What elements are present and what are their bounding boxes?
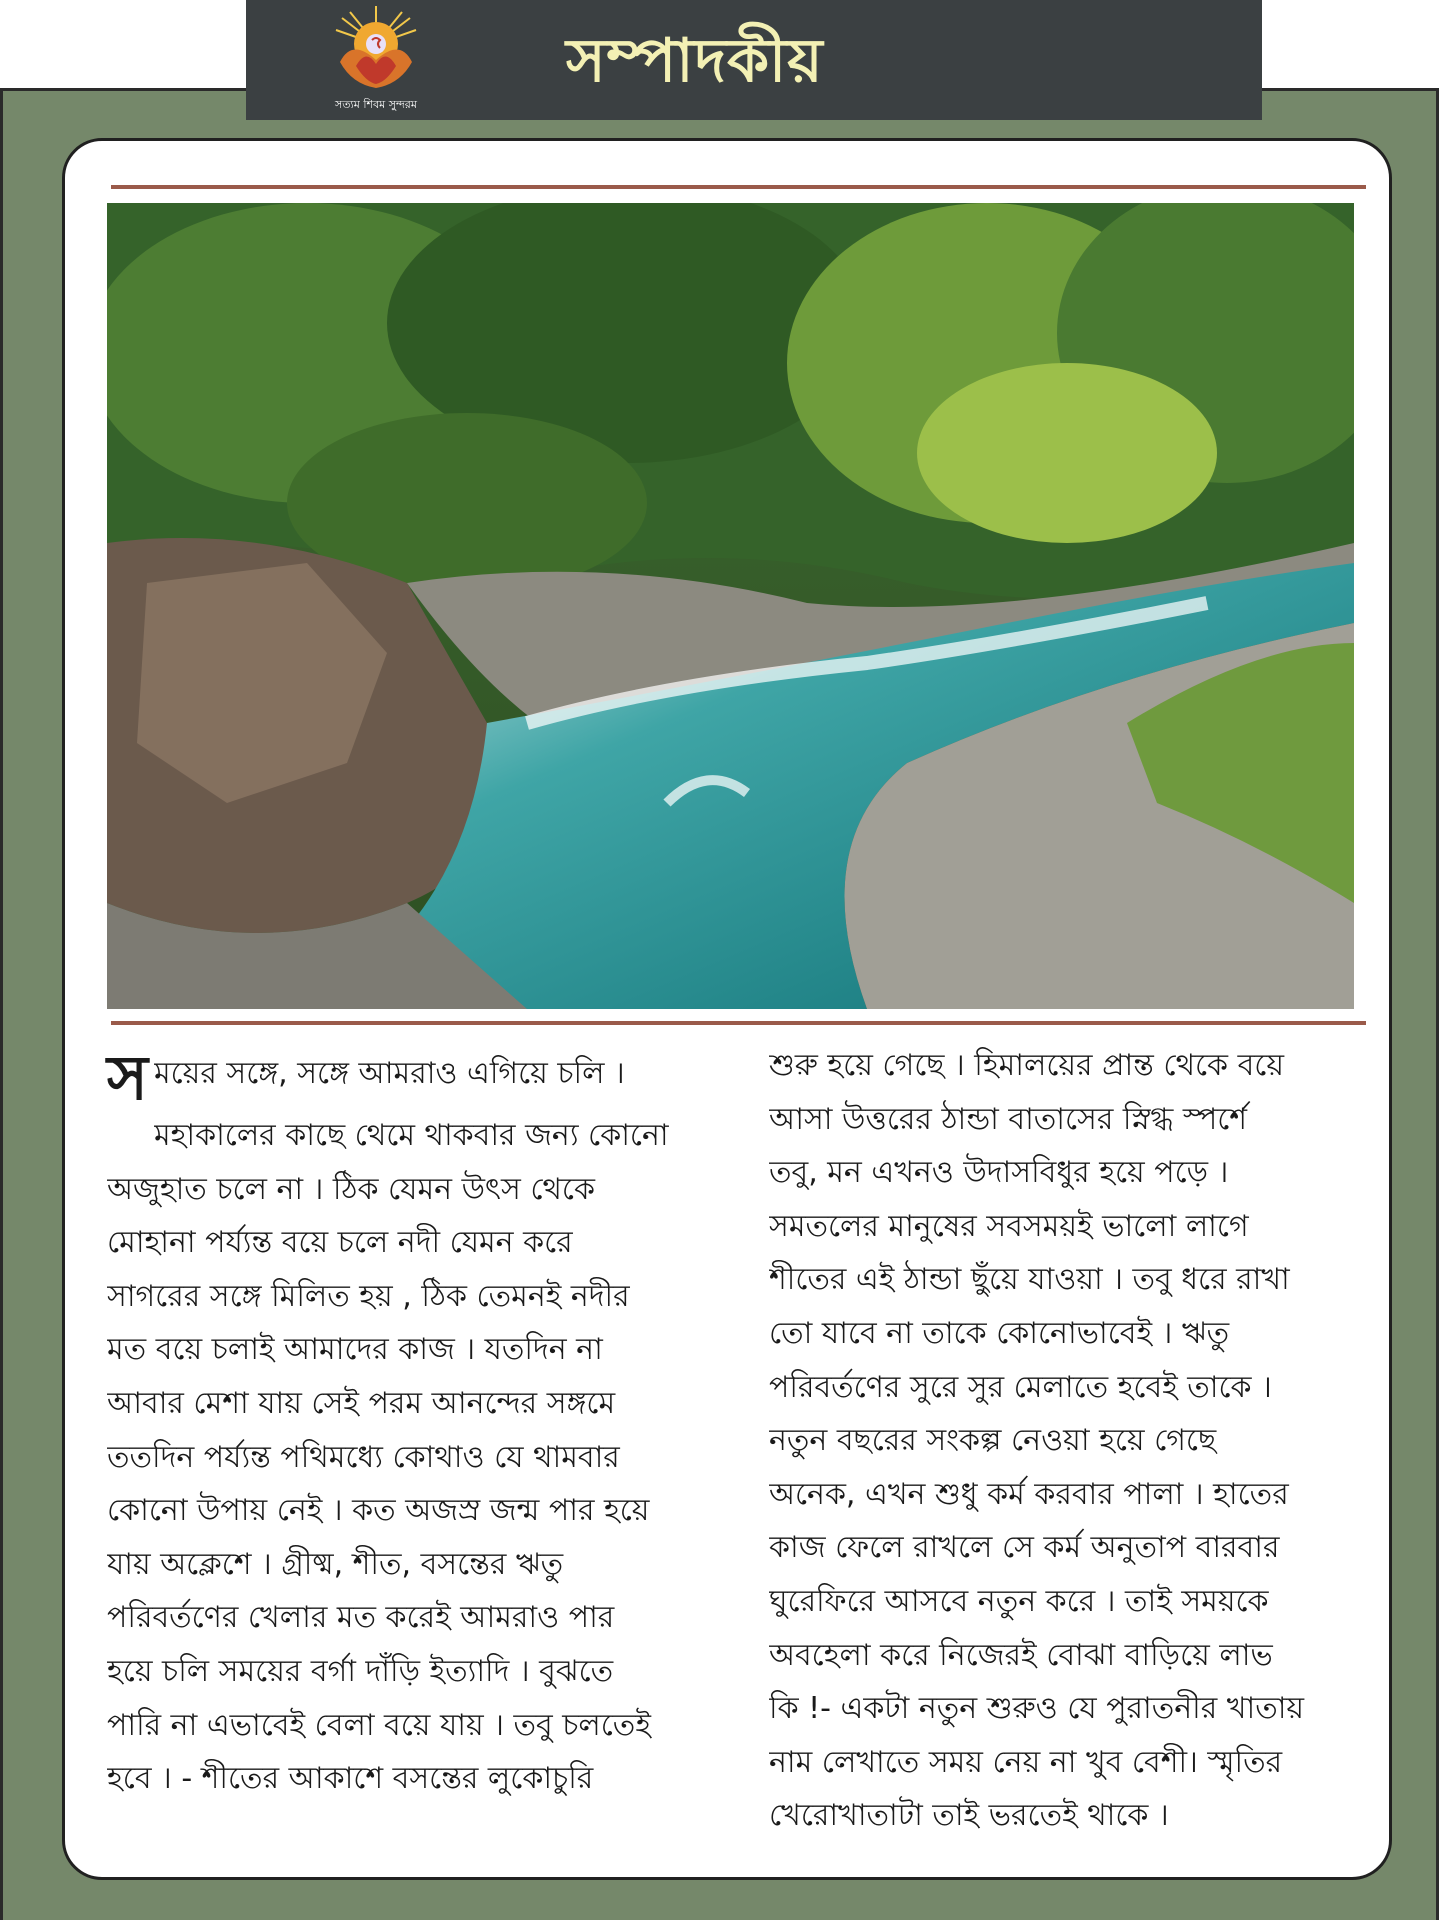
article-line: অজুহাত চলে না । ঠিক যেমন উৎস থেকে xyxy=(107,1171,595,1207)
article-line: শীতের এই ঠান্ডা ছুঁয়ে যাওয়া । তবু ধরে রাখা xyxy=(769,1262,1290,1298)
drop-cap: স xyxy=(107,1041,148,1114)
article-line: খেরোখাতাটা তাই ভরতেই থাকে । xyxy=(769,1798,1169,1834)
article-column-left xyxy=(107,1039,707,1806)
page-title: সম্পাদকীয় xyxy=(566,26,824,96)
logo-caption: সত্যম শিবম সুন্দরম xyxy=(335,98,417,111)
article-line: তবু, মন এখনও উদাসবিধুর হয়ে পড়ে । xyxy=(769,1155,1229,1191)
article-line: কোনো উপায় নেই । কত অজস্র জন্ম পার হয়ে xyxy=(107,1493,650,1529)
article-line: অনেক, এখন শুধু কর্ম করবার পালা । হাতের xyxy=(769,1476,1289,1512)
article-line: হয়ে চলি সময়ের বর্গা দাঁড়ি ইত্যাদি । বুঝতে xyxy=(107,1653,614,1689)
river-landscape-photo xyxy=(107,203,1354,1009)
article-line: তো যাবে না তাকে কোনোভাবেই । ঋতু xyxy=(769,1315,1230,1351)
article-line: নাম লেখাতে সময় নেয় না খুব বেশী। স্মৃতির xyxy=(769,1744,1283,1780)
article-line: আসা উত্তরের ঠান্ডা বাতাসের স্নিগ্ধ স্পর্শে xyxy=(769,1101,1248,1137)
article-line: পারি না এভাবেই বেলা বয়ে যায় । তবু চলতেই xyxy=(107,1707,651,1743)
article-line: শুরু হয়ে গেছে । হিমালয়ের প্রান্ত থেকে বয়ে xyxy=(769,1048,1284,1083)
article-line: হবে । - শীতের আকাশে বসন্তের লুকোচুরি xyxy=(107,1761,594,1797)
article-line: সাগরের সঙ্গে মিলিত হয় , ঠিক তেমনই নদীর xyxy=(107,1278,630,1314)
lotus-om-icon xyxy=(328,4,424,96)
article-line: মহাকালের কাছে থেমে থাকবার জন্য কোনো xyxy=(153,1118,669,1153)
editorial-card xyxy=(62,138,1392,1880)
article-line: কাজ ফেলে রাখলে সে কর্ম অনুতাপ বারবার xyxy=(769,1530,1280,1566)
article-line: মোহানা পর্য্যন্ত বয়ে চলে নদী যেমন করে xyxy=(107,1225,573,1261)
article-line: পরিবর্তণের খেলার মত করেই আমরাও পার xyxy=(107,1600,615,1636)
top-rule xyxy=(111,185,1366,189)
header-bar xyxy=(246,0,1262,120)
river-photo xyxy=(107,203,1354,1009)
article-line: কি !- একটা নতুন শুরুও যে পুরাতনীর খাতায় xyxy=(769,1691,1305,1727)
article-line: ঘুরেফিরে আসবে নতুন করে । তাই সময়কে xyxy=(769,1583,1269,1619)
article-line: আবার মেশা যায় সেই পরম আনন্দের সঙ্গমে xyxy=(107,1385,616,1421)
article-line: সমতলের মানুষের সবসময়ই ভালো লাগে xyxy=(769,1208,1249,1244)
bottom-rule xyxy=(111,1021,1366,1025)
logo xyxy=(328,4,424,112)
article-column-right xyxy=(769,1039,1369,1843)
article-line: অবহেলা করে নিজেরই বোঝা বাড়িয়ে লাভ xyxy=(769,1637,1273,1673)
article-line: যায় অক্লেশে । গ্রীষ্ম, শীত, বসন্তের ঋতু xyxy=(107,1546,564,1582)
article-line: ময়ের সঙ্গে, সঙ্গে আমরাও এগিয়ে চলি । xyxy=(153,1056,625,1091)
article-line: মত বয়ে চলাই আমাদের কাজ । যতদিন না xyxy=(107,1332,603,1368)
article-line: পরিবর্তণের সুরে সুর মেলাতে হবেই তাকে । xyxy=(769,1369,1272,1405)
article-line: নতুন বছরের সংকল্প নেওয়া হয়ে গেছে xyxy=(769,1423,1217,1459)
article-line: ততদিন পর্য্যন্ত পথিমধ্যে কোথাও যে থামবার xyxy=(107,1439,620,1475)
